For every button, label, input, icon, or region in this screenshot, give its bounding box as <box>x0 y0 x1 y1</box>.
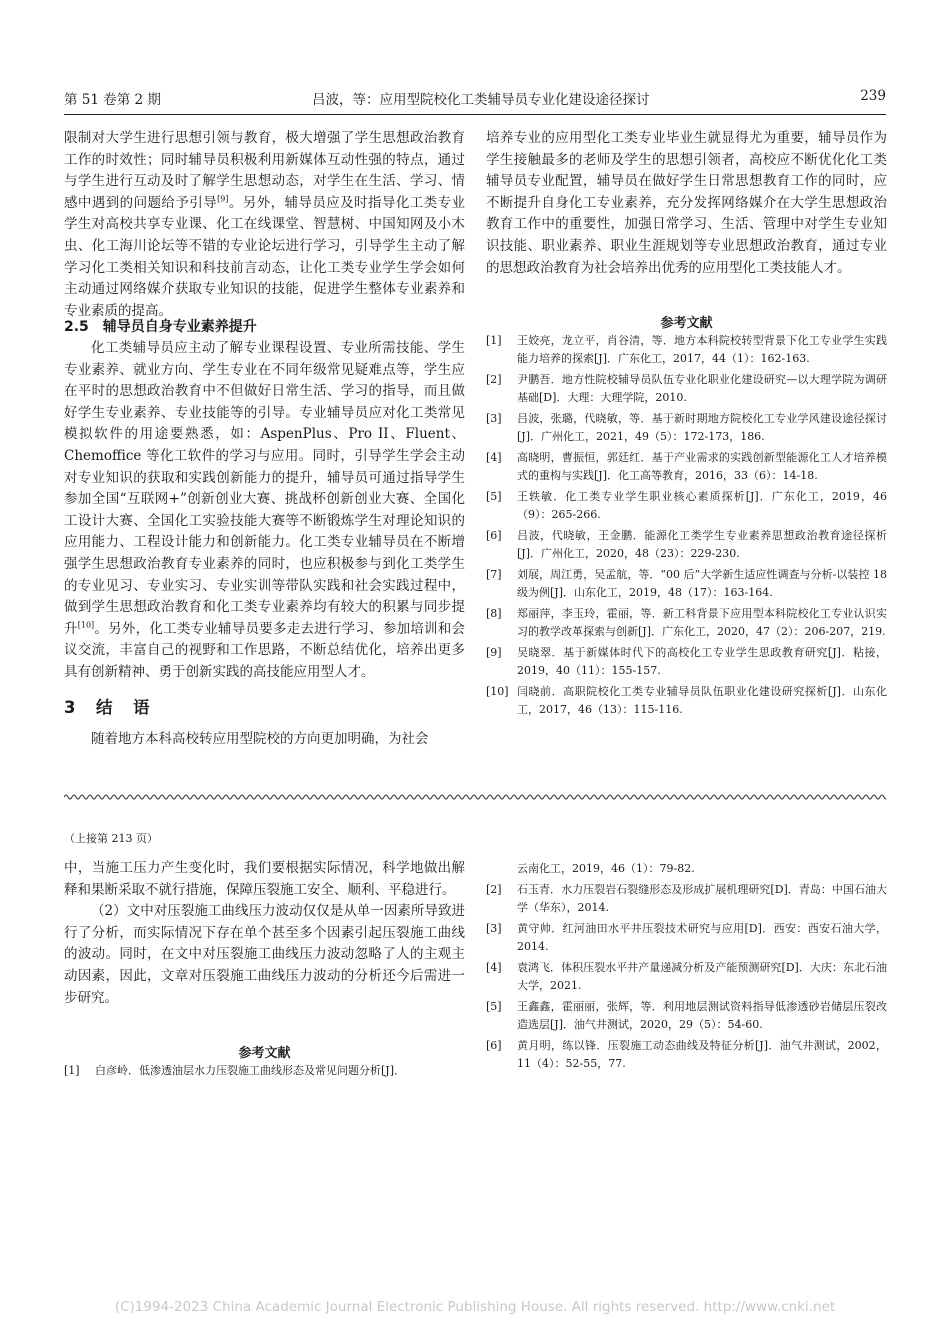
right-column-top <box>486 128 887 279</box>
reference-item: [2] 石玉青．水力压裂岩石裂缝形态及形成扩展机理研究[D]．青岛：中国石油大学（华东），2014. <box>486 883 887 914</box>
running-title: 吕波，等：应用型院校化工类辅导员专业化建设途径探讨 <box>312 92 650 108</box>
reference-item: [1] 白彦岭．低渗透油层水力压裂施工曲线形态及常见问题分析[J]． <box>64 1064 405 1077</box>
running-header <box>64 88 886 112</box>
citation: [9] <box>217 194 229 204</box>
paragraph: 培养专业的应用型化工类专业毕业生就显得尤为重要，辅导员作为学生接触最多的老师及学生的思想引领者，高校应不断优化化工类辅导员专业配置，辅导员在做好学生日常思想教育工作的同时，应不断提升自身化工专业素养，充分发挥网络媒介在大学生思想政治教育工作中的重要性，加强日常学习、生活、管理中对学生专业知识技能、职业素养、职业生涯规划等专业思想政治教育，通过专业的思想政治教育为社会培养出优秀的应用型化工类技能人才。 <box>486 130 887 276</box>
paragraph: 限制对大学生进行思想引领与教育，极大增强了学生思想政治教育工作的时效性；同时辅导员积极利用新媒体互动性强的特点，通过与学生进行互动及时了解学生思想动态，对学生在生活、学习、情感中遇到的问题给予引导[9]。另外，辅导员应及时指导化工类专业学生对高校共享专业课、化工在线课堂、智慧树、中国知网及小木虫、化工海川论坛等不错的专业论坛进行学习，引导学生主动了解学习化工类相关知识和科技前言动态，让化工类专业学生学会如何主动通过网络媒介获取专业知识的技能，促进学生整体专业素养和专业素质的提高。 <box>64 130 466 319</box>
reference-item: [1] 王姣亮，龙立平，肖谷清，等．地方本科院校转型背景下化工专业学生实践能力培养的探索[J]．广东化工，2017，44（1）：162-163. <box>486 334 887 365</box>
reference-continuation: 云南化工，2019，46（1）：79-82. <box>517 862 695 875</box>
continued-note: （上接第 213 页） <box>64 832 158 845</box>
references-list-bottom-right <box>486 860 887 1076</box>
references-list <box>486 332 887 722</box>
wavy-separator <box>64 792 886 802</box>
paragraph: 中，当施工压力产生变化时，我们要根据实际情况，科学地做出解释和果断采取不就行措施，保障压裂施工安全、顺利、平稳进行。 <box>64 860 465 898</box>
header-rule <box>64 114 886 115</box>
reference-item: [2] 尹鹏吾．地方性院校辅导员队伍专业化职业化建设研究—以大理学院为调研基础[D]．大理：大理学院，2010. <box>486 373 887 404</box>
reference-item: [8] 郑丽萍，李玉玲，霍丽，等．新工科背景下应用型本科院校化工专业认识实习的教学改革探索与创新[J]．广东化工，2020，47（2）：206-207，219. <box>486 607 887 638</box>
copyright-footer: (C)1994-2023 China Academic Journal Electronic Publishing House. All rights reserved. http://www.cnki.net <box>114 1299 836 1315</box>
citation: [10] <box>77 620 95 630</box>
paragraph: （2）文中对压裂施工曲线压力波动仅仅是从单一因素所导致进行了分析，而实际情况下存在单个甚至多个因素引起压裂施工曲线的波动。同时，在文中对压裂施工曲线压力波动忽略了人的主观主动因素，因此，文章对压裂施工曲线压力波动的分析还今后需进一步研究。 <box>64 903 465 1006</box>
section-heading-3: 3 结 语 <box>64 698 152 717</box>
reference-item: [5] 王轶敏．化工类专业学生职业核心素质探析[J]．广东化工，2019，46（9）：265-266. <box>486 490 887 521</box>
left-column-bottom <box>64 858 465 1009</box>
page-number: 239 <box>860 88 886 104</box>
reference-item: [6] 黄月明，练以锋．压裂施工动态曲线及特征分析[J]．油气井测试，2002，11（4）：52-55，77. <box>486 1039 887 1070</box>
reference-item: [3] 吕波，张璐，代晓敏，等．基于新时期地方院校化工专业学风建设途径探讨[J]．广州化工，2021，49（5）：172-173，186. <box>486 412 887 443</box>
references-heading: 参考文献 <box>660 316 713 331</box>
journal-volume: 第 51 卷第 2 期 <box>64 92 161 108</box>
reference-item: [5] 王鑫鑫，霍丽丽，张辉，等．利用地层测试资料指导低渗透砂岩储层压裂改造选层[J]．油气井测试，2020，29（5）：54-60. <box>486 1000 887 1031</box>
reference-item: [3] 黄守帅．红河油田水平井压裂技术研究与应用[D]．西安：西安石油大学，2014. <box>486 922 887 953</box>
paragraph: 化工类辅导员应主动了解专业课程设置、专业所需技能、学生专业素养、就业方向、学生专业在不同年级常见疑难点等，学生应在平时的思想政治教育中不但做好日常生活、学习的指导，而且做好学生专业素养、专业技能等的引导。专业辅导员应对化工类常见模拟软件的用途要熟悉，如：AspenPlus、Pro II、Fluent、Chemoffice 等化工软件的学习与应用。同时，引导学生学会主动对专业知识的获取和实践创新能力的提升，辅导员可通过指导学生参加全国“互联网+”创新创业大赛、挑战杯创新创业大赛、全国化工设计大赛、全国化工实验技能大赛等不断锻炼学生对理论知识的应用能力、工程设计能力和创新能力。化工类专业辅导员在不断增强学生思想政治教育专业素养的同时，也应积极参与到化工类学生的专业见习、专业实习、专业实训等带队实践和社会实践过程中，做到学生思想政治教育和化工类专业素养均有较大的积累与同步提升[10]。另外，化工类专业辅导员要多走去进行学习、参加培训和会议交流，丰富自己的视野和工作思路，不断总结优化，培养出更多具有创新精神、勇于创新实践的高技能应用型人才。 <box>64 340 466 680</box>
reference-item: [4] 高晓明，曹振恒，郭廷红．基于产业需求的实践创新型能源化工人才培养模式的重构与实践[J]．化工高等教育，2016，33（6）：14-18. <box>486 451 887 482</box>
reference-item: [6] 吕波，代晓敏，王金鹏．能源化工类学生专业素养思想政治教育途径探析[J]．广州化工，2020，48（23）：229-230. <box>486 529 887 560</box>
reference-item: [10] 闫晓前．高职院校化工类专业辅导员队伍职业化建设研究探析[J]．山东化工，2017，46（13）：115-116. <box>486 685 887 716</box>
left-column-top <box>64 128 465 322</box>
paragraph: 随着地方本科高校转应用型院校的方向更加明确，为社会 <box>91 731 429 747</box>
left-column-conclusion <box>64 729 465 751</box>
reference-item: [4] 袁鸿飞．体积压裂水平井产量递减分析及产能预测研究[D]．大庆：东北石油大学，2021. <box>486 961 887 992</box>
references-heading-bottom: 参考文献 <box>238 1046 291 1061</box>
left-column-section-2-5 <box>64 338 465 684</box>
references-list-bottom-left <box>64 1062 465 1083</box>
section-heading-2-5: 2.5 辅导员自身专业素养提升 <box>64 319 257 335</box>
reference-item: [9] 吴晓翠．基于新媒体时代下的高校化工专业学生思政教育研究[J]．粘接，2019，40（11）：155-157. <box>486 646 887 677</box>
reference-item: [7] 刘展，周江勇，吴孟航，等．“00 后”大学新生适应性调查与分析-以装控 18 级为例[J]．山东化工，2019，48（17）：163-164. <box>486 568 887 599</box>
